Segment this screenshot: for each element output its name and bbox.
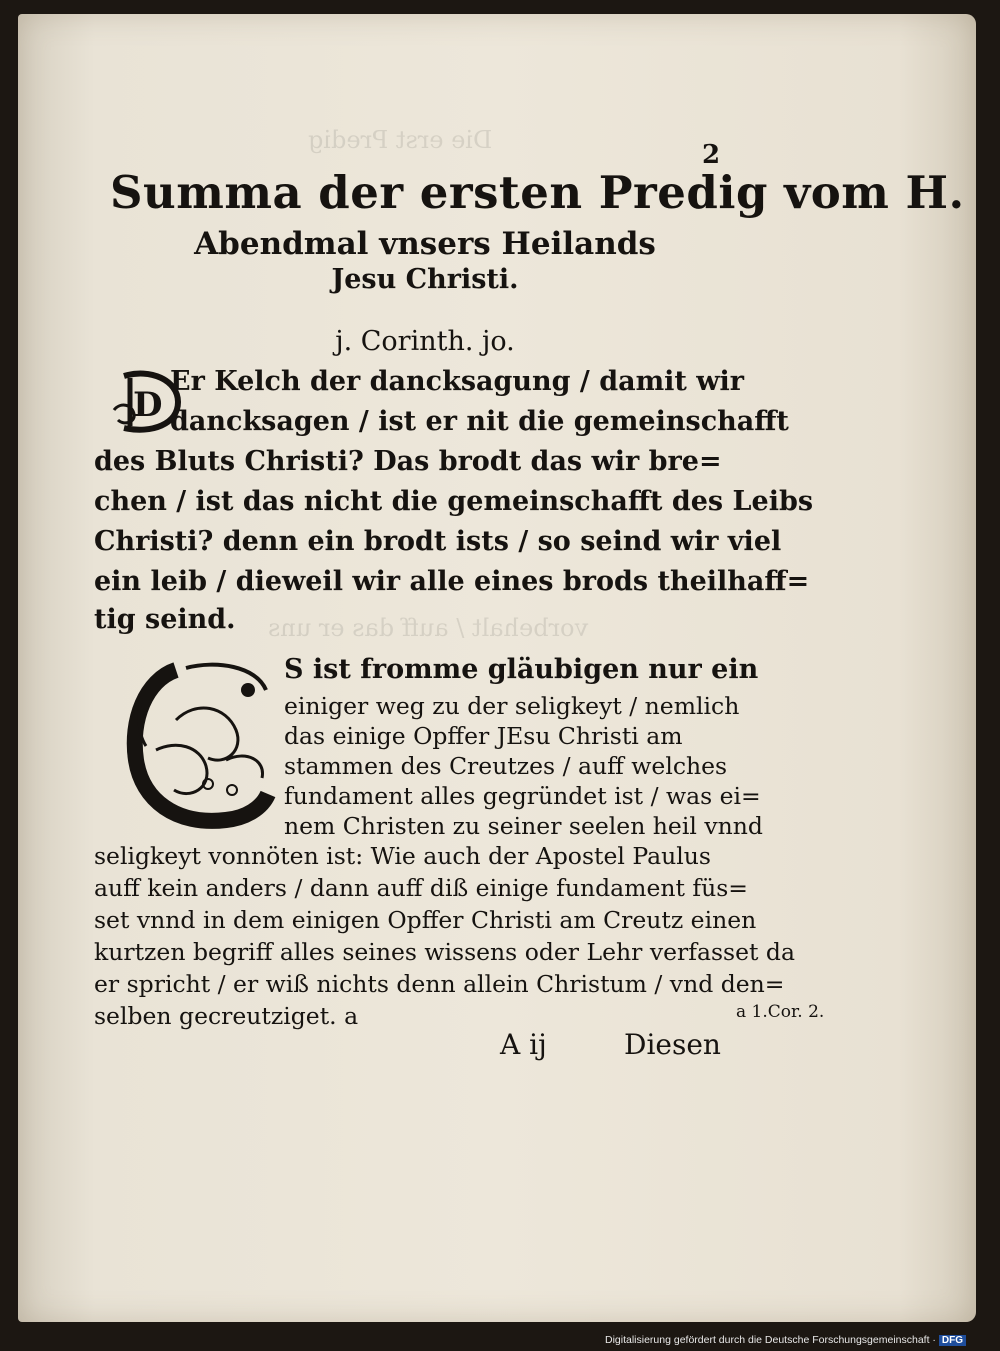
scripture-reference: j. Corinth. jo. — [335, 326, 515, 357]
body-line: stammen des Creutzes / auff welches — [284, 752, 728, 780]
credit-text: Digitalisierung gefördert durch die Deutsche Forschungsgemeinschaft · — [605, 1334, 936, 1346]
body-line: fundament alles gegründet ist / was ei= — [284, 782, 761, 810]
svg-text:D: D — [133, 385, 163, 425]
body-line: kurtzen begriff alles seines wissens oder Lehr verfasset da — [94, 938, 795, 966]
title-line-3: Jesu Christi. — [331, 264, 519, 295]
book-page — [18, 14, 976, 1322]
initial-letter-e-icon — [116, 650, 286, 840]
signature-mark: A ij — [500, 1028, 547, 1061]
catchword: Diesen — [624, 1028, 721, 1061]
quote-line: Christi? denn ein brodt ists / so seind wir viel — [94, 526, 782, 557]
quote-line: dancksagen / ist er nit die gemeinschafft — [170, 406, 789, 437]
body-line: set vnnd in dem einigen Opffer Christi am Creutz einen — [94, 906, 757, 934]
show-through-text: vorbehalt / auff das er uns — [268, 614, 589, 642]
quote-line: chen / ist das nicht die gemeinschafft des Leibs — [94, 486, 814, 517]
title-line-2: Abendmal vnsers Heilands — [194, 226, 656, 262]
quote-line: tig seind. — [94, 604, 236, 635]
body-line: seligkeyt vonnöten ist: Wie auch der Apostel Paulus — [94, 842, 711, 870]
body-first-line: S ist fromme gläubigen nur ein — [284, 654, 759, 685]
quote-line: Er Kelch der dancksagung / damit wir — [170, 366, 744, 397]
body-line: einiger weg zu der seligkeyt / nemlich — [284, 692, 740, 720]
page-number: 2 — [702, 140, 721, 170]
quote-line: des Bluts Christi? Das brodt das wir bre= — [94, 446, 722, 477]
show-through-text: Die erst Predig — [308, 126, 493, 154]
body-line: auff kein anders / dann auff diß einige fundament füs= — [94, 874, 748, 902]
body-line: nem Christen zu seiner seelen heil vnnd — [284, 812, 763, 840]
body-line: das einige Opffer JEsu Christi am — [284, 722, 683, 750]
body-line: er spricht / er wiß nichts denn allein Christum / vnd den= — [94, 970, 785, 998]
digitization-credit — [605, 1334, 966, 1346]
margin-note: a 1.Cor. 2. — [736, 1002, 825, 1022]
title-line-1: Summa der ersten Predig vom H. — [110, 166, 965, 219]
quote-line: ein leib / dieweil wir alle eines brods theilhaff= — [94, 566, 810, 597]
body-line: selben gecreutziget. a — [94, 1002, 359, 1030]
dfg-logo-icon: DFG — [939, 1335, 966, 1346]
